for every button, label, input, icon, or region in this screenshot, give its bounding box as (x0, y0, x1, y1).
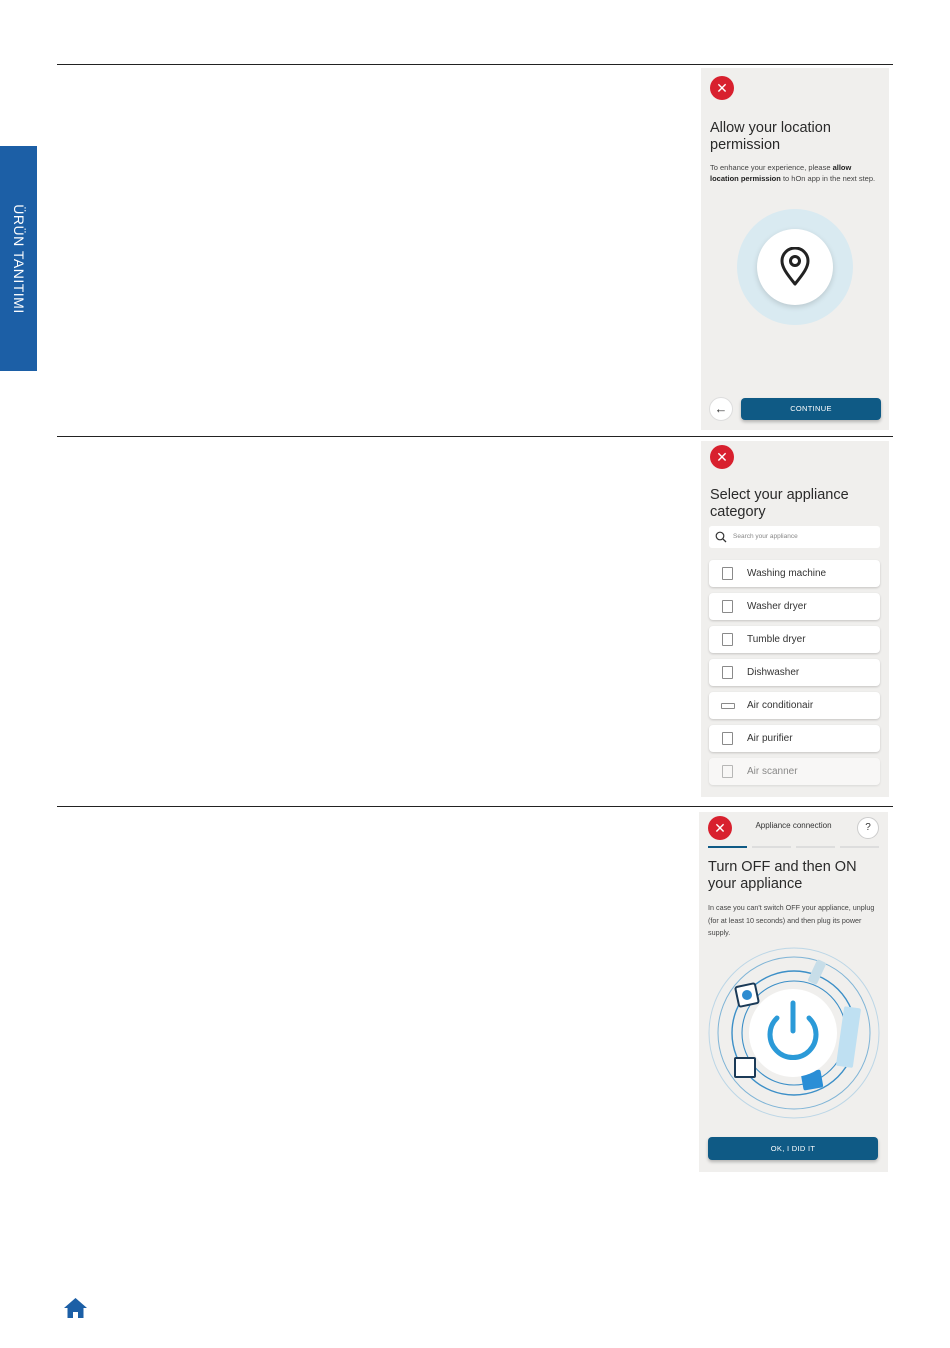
close-icon: ✕ (716, 449, 728, 465)
search-input[interactable] (709, 526, 880, 548)
location-pin-icon (778, 247, 812, 287)
progress-step-3 (796, 846, 835, 848)
close-icon: ✕ (716, 80, 728, 96)
category-label: Air scanner (747, 766, 798, 777)
section-side-tab-label: ÜRÜN TANITIMI (10, 203, 27, 314)
category-item[interactable] (709, 593, 880, 620)
permission-description: To enhance your experience, please allow location permission to hOn app in the next step. (710, 163, 876, 183)
help-button[interactable] (857, 817, 879, 839)
category-item[interactable] (709, 626, 880, 653)
page-title: Select your appliance category (710, 487, 849, 520)
search-placeholder: Search your appliance (733, 533, 798, 540)
search-icon (715, 531, 727, 543)
divider-lower (57, 806, 893, 807)
question-icon: ? (865, 822, 871, 833)
section-side-tab (0, 146, 37, 371)
category-label: Washing machine (747, 568, 827, 579)
appliance-connection-screen (699, 812, 888, 1172)
page-title: Allow your location permission (710, 120, 831, 153)
category-item[interactable] (709, 659, 880, 686)
air-scanner-icon (722, 765, 733, 778)
category-label: Air conditionair (747, 700, 814, 711)
category-label: Dishwasher (747, 667, 800, 678)
back-button[interactable] (709, 397, 733, 421)
dishwasher-icon (722, 666, 733, 679)
header-title: Appliance connection (755, 821, 832, 830)
tumble-dryer-icon (722, 633, 733, 646)
appliance-category-screen (701, 441, 889, 797)
progress-step-4 (840, 846, 879, 848)
instruction-text: In case you can't switch OFF your appliance, unplug (for at least 10 seconds) and then plug its power supply. (708, 903, 875, 937)
location-illustration (757, 229, 833, 305)
washing-machine-icon (722, 567, 733, 580)
progress-step-2 (752, 846, 791, 848)
progress-step-1 (708, 846, 747, 848)
air-conditioner-icon (721, 703, 735, 709)
category-item[interactable] (709, 758, 880, 785)
close-button[interactable] (710, 76, 734, 100)
close-icon: ✕ (714, 820, 726, 836)
arrow-left-icon: ← (714, 401, 728, 416)
category-item[interactable] (709, 560, 880, 587)
air-purifier-icon (722, 732, 733, 745)
close-button[interactable] (710, 445, 734, 469)
category-label: Washer dryer (747, 601, 807, 612)
confirm-button[interactable]: OK, I DID IT (708, 1137, 878, 1160)
home-icon[interactable] (63, 1297, 88, 1319)
divider-middle (57, 436, 893, 437)
washer-dryer-icon (722, 600, 733, 613)
continue-button[interactable]: CONTINUE (741, 398, 881, 420)
category-label: Tumble dryer (747, 634, 806, 645)
location-permission-screen (701, 68, 889, 430)
page-title: Turn OFF and then ON your appliance (708, 859, 857, 892)
category-item[interactable] (709, 692, 880, 719)
category-label: Air purifier (747, 733, 793, 744)
divider-top (57, 64, 893, 65)
category-item[interactable] (709, 725, 880, 752)
power-cycle-illustration (707, 945, 882, 1121)
